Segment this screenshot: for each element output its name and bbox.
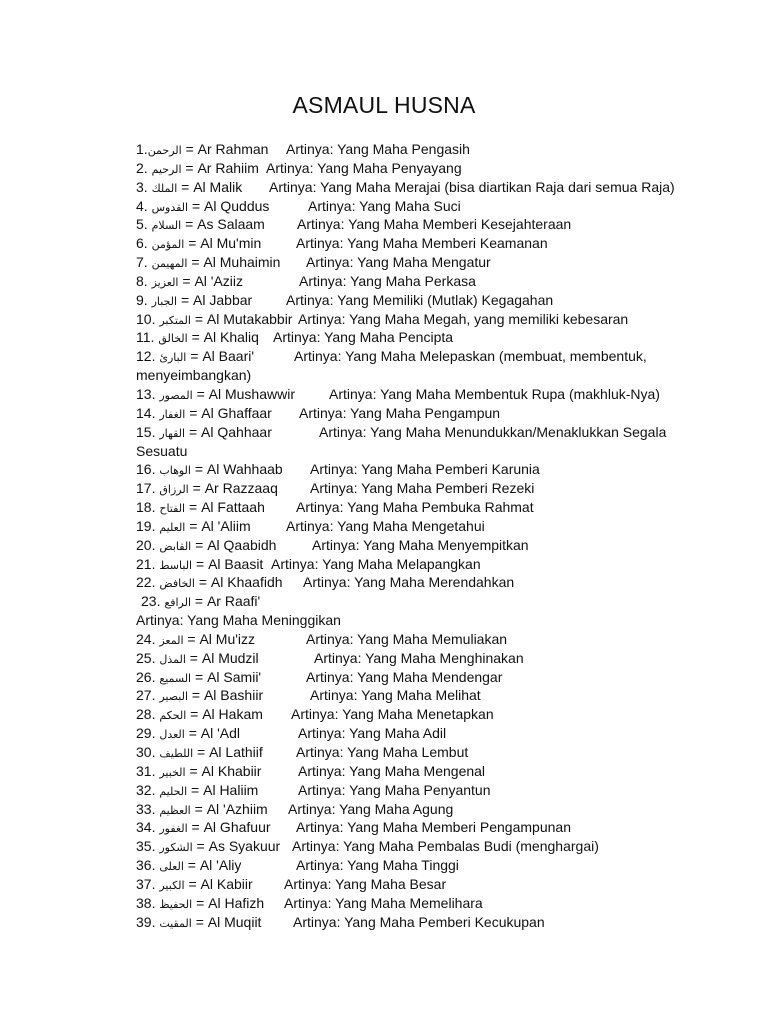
arabic-name: العلى (159, 861, 184, 874)
entry-lead (136, 724, 240, 745)
name-entry (136, 762, 736, 781)
document-title: ASMAUL HUSNA (292, 92, 476, 118)
arabic-name: الباسط (159, 559, 193, 572)
latin-name: = Al Jabbar (180, 291, 253, 308)
entry-line (136, 423, 736, 442)
entry-line (136, 215, 736, 234)
arabic-name: الخافض (159, 578, 195, 591)
arabic-name: الكبير (159, 879, 185, 892)
name-entry (136, 272, 736, 291)
latin-name: = Ar Rahman (185, 141, 269, 157)
name-entry (136, 178, 736, 197)
entry-lead (136, 178, 242, 199)
name-entry (136, 592, 736, 630)
entry-number: 26. (136, 668, 160, 685)
name-entry (136, 800, 736, 819)
name-entry (136, 649, 736, 668)
entry-line (136, 875, 736, 894)
name-entry (136, 479, 736, 498)
entry-line (136, 272, 736, 291)
entry-lead (136, 837, 280, 858)
arabic-name: المذل (159, 653, 186, 666)
entry-line (136, 178, 736, 197)
entry-meaning: Artinya: Yang Maha Memberi Pengampunan (296, 819, 571, 836)
entry-meaning: Artinya: Yang Maha Melapangkan (271, 555, 481, 572)
arabic-name: المؤمن (151, 239, 185, 252)
entry-number: 5. (136, 216, 152, 233)
entry-line (136, 686, 736, 705)
name-entry (136, 705, 736, 724)
entry-meaning: Artinya: Yang Maha Mendengar (306, 668, 503, 685)
entry-line (136, 837, 736, 856)
name-entry (136, 385, 736, 404)
entry-line (136, 818, 736, 837)
latin-name: = Al Mu'min (188, 235, 262, 252)
entry-lead (136, 686, 263, 707)
name-entry (136, 630, 736, 649)
entry-number: 29. (136, 725, 160, 742)
name-entry (136, 724, 736, 743)
arabic-name: الحكم (159, 710, 187, 723)
name-entry (136, 140, 736, 159)
latin-name: = Al Bashiir (191, 687, 264, 704)
entry-meaning: Artinya: Yang Maha Merendahkan (303, 574, 515, 591)
name-entry (136, 234, 736, 253)
entry-lead (136, 818, 271, 839)
entry-line (136, 724, 736, 743)
entry-line (136, 536, 736, 555)
entry-number: 2. (136, 159, 152, 176)
entry-number: 35. (136, 838, 160, 855)
arabic-name: البارئ (159, 352, 187, 365)
entry-meaning: Artinya: Yang Maha Mengenal (298, 762, 486, 779)
arabic-name: الفتاح (159, 503, 186, 516)
entry-meaning: Artinya: Yang Maha Menghinakan (314, 649, 524, 666)
entry-number: 18. (136, 499, 160, 516)
entry-line (136, 328, 736, 347)
entry-line (136, 894, 736, 913)
latin-name: = Al 'Aziiz (182, 272, 244, 289)
entry-line (136, 668, 736, 687)
arabic-name: العظيم (159, 804, 191, 817)
entry-meaning: Artinya: Yang Maha Tinggi (296, 857, 459, 874)
arabic-name: العزيز (151, 276, 179, 289)
entry-meaning: Artinya: Yang Maha Megah, yang memiliki kebesaran (298, 310, 629, 327)
arabic-name: المصور (159, 389, 193, 402)
entry-number: 36. (136, 857, 160, 874)
latin-name: = As Syakuur (196, 838, 281, 855)
latin-name: = Al Quddus (191, 197, 270, 214)
entry-lead (136, 800, 268, 821)
entry-lead (136, 668, 261, 689)
entry-number: 24. (136, 630, 160, 647)
entry-meaning: Artinya: Yang Maha Penyantun (298, 781, 491, 798)
entry-number: 16. (136, 461, 160, 478)
name-entry (136, 894, 736, 913)
latin-name: = Al Kabiir (188, 875, 253, 892)
entry-lead (136, 913, 261, 934)
arabic-name: القابض (159, 540, 192, 553)
arabic-name: الرحمن (147, 145, 182, 157)
entry-meaning: Artinya: Yang Maha Menetapkan (291, 706, 494, 723)
name-entry (136, 856, 736, 875)
entry-meaning: Artinya: Yang Maha Membentuk Rupa (makhluk-Nya) (329, 385, 660, 402)
latin-name: = Ar Razzaaq (192, 480, 278, 497)
name-entry (136, 423, 736, 461)
entry-meaning: Artinya: Yang Maha Pemberi Karunia (310, 461, 540, 478)
entry-lead (136, 743, 263, 764)
arabic-name: المعز (159, 634, 184, 647)
entry-lead (136, 536, 276, 557)
entry-lead (136, 215, 265, 236)
entry-number: 17. (136, 480, 160, 497)
entry-lead (136, 140, 268, 161)
arabic-name: المهيمن (151, 258, 188, 271)
entry-lead (136, 781, 258, 802)
name-entry (136, 517, 736, 536)
entry-number: 7. (136, 254, 152, 271)
name-entry (136, 913, 736, 932)
entry-number: 9. (136, 291, 152, 308)
entry-number: 19. (136, 517, 160, 534)
entry-meaning: Artinya: Yang Maha Memelihara (284, 894, 483, 911)
entry-number: 39. (136, 913, 160, 930)
entry-line (136, 781, 736, 800)
arabic-name: القدوس (151, 201, 189, 214)
entry-line (136, 291, 736, 310)
latin-name: = Al Lathiif (197, 744, 263, 760)
name-entry (136, 743, 736, 762)
entry-number: 33. (136, 800, 160, 817)
entry-lead (136, 705, 263, 726)
arabic-name: السلام (151, 220, 182, 233)
latin-name: = Al Wahhaab (194, 461, 283, 478)
entry-number: 11. (136, 329, 159, 346)
name-entry (136, 668, 736, 687)
latin-name: = Al Khabiir (189, 762, 262, 779)
arabic-name: الرزاق (159, 484, 189, 497)
entry-number: 8. (136, 272, 152, 289)
entry-number: 21. (136, 555, 160, 572)
arabic-name: الجبار (151, 295, 178, 308)
name-entry (136, 555, 736, 574)
latin-name: = Al Samii' (195, 668, 262, 685)
entry-meaning: Artinya: Yang Maha Pembuka Rahmat (296, 499, 534, 516)
arabic-name: العدل (159, 729, 185, 742)
latin-name: = Al Ghafuur (191, 819, 271, 836)
entry-number: 25. (136, 649, 160, 666)
entry-line (136, 573, 736, 592)
latin-name: = Al Mu'izz (187, 630, 256, 647)
entry-lead (136, 253, 280, 274)
entry-number: 13. (136, 385, 160, 402)
entry-number: 37. (136, 875, 160, 892)
name-entry (136, 781, 736, 800)
arabic-name: الرحيم (151, 163, 182, 176)
entry-meaning: Artinya: Yang Maha Mengatur (306, 254, 491, 271)
entry-line (136, 555, 736, 574)
entry-meaning-continuation: menyeimbangkan) (136, 367, 252, 384)
entry-lead (136, 404, 272, 425)
entry-lead (136, 310, 292, 331)
latin-name: = Al Hakam (190, 706, 263, 723)
entry-lead (136, 630, 255, 651)
name-entry (136, 875, 736, 894)
latin-name: = Al Baasit (196, 555, 264, 572)
entry-line (136, 159, 736, 178)
entry-lead (136, 498, 265, 519)
entry-lead (136, 555, 263, 576)
entry-meaning: Artinya: Yang Maha Perkasa (299, 272, 476, 289)
entry-line (136, 385, 736, 404)
entry-meaning: Artinya: Yang Maha Agung (288, 800, 454, 817)
entry-line (136, 630, 736, 649)
entry-meaning-continuation: Artinya: Yang Maha Meninggikan (136, 612, 341, 629)
asmaul-husna-list (136, 140, 736, 931)
entry-meaning: Artinya: Yang Maha Pemberi Kecukupan (293, 913, 545, 930)
name-entry (136, 818, 736, 837)
latin-name: = Al Ghaffaar (189, 404, 272, 421)
latin-name: = Al Qaabidh (195, 536, 277, 553)
entry-meaning: Artinya: Yang Maha Memberi Keamanan (296, 235, 548, 252)
entry-meaning: Artinya: Yang Maha Penyayang (266, 159, 462, 176)
entry-meaning: Artinya: Yang Maha Adil (298, 725, 447, 742)
entry-line (136, 913, 736, 932)
entry-lead (136, 347, 254, 368)
latin-name: = Al Mushawwir (196, 385, 295, 402)
entry-meaning: Artinya: Yang Maha Mengetahui (286, 517, 485, 534)
entry-number: 14. (136, 404, 160, 421)
entry-line (136, 856, 736, 875)
entry-meaning: Artinya: Yang Maha Pengampun (299, 404, 501, 421)
entry-lead (136, 460, 283, 481)
entry-meaning: Artinya: Yang Memiliki (Mutlak) Kegagahan (286, 291, 554, 308)
entry-line (136, 347, 736, 366)
entry-number: 28. (136, 706, 160, 723)
arabic-name: الحليم (159, 785, 188, 798)
arabic-name: السميع (159, 672, 192, 685)
entry-line (136, 234, 736, 253)
name-entry (136, 291, 736, 310)
entry-lead (136, 328, 259, 349)
arabic-name: اللطيف (159, 748, 194, 760)
entry-meaning: Artinya: Yang Maha Lembut (296, 744, 469, 760)
entry-number: 1. (136, 141, 148, 157)
latin-name: = Al Qahhaar (188, 423, 272, 440)
name-entry (136, 573, 736, 592)
entry-line (136, 404, 736, 423)
name-entry (136, 460, 736, 479)
entry-line (136, 140, 736, 159)
arabic-name: البصير (159, 691, 189, 704)
arabic-name: المقيت (159, 917, 192, 930)
entry-lead (136, 762, 261, 783)
entry-meaning: Artinya: Yang Maha Besar (284, 875, 447, 892)
arabic-name: الملك (151, 182, 178, 195)
entry-number: 38. (136, 894, 160, 911)
latin-name: = Al Mutakabbir (194, 310, 293, 327)
name-entry (136, 215, 736, 234)
latin-name: = Al Muhaimin (191, 254, 281, 271)
latin-name: = Al Hafizh (196, 894, 265, 911)
entry-meaning: Artinya: Yang Maha Suci (308, 197, 461, 214)
latin-name: = Al Mudzil (189, 649, 259, 666)
latin-name: = Al Malik (181, 178, 243, 195)
entry-lead (136, 856, 241, 877)
name-entry (136, 159, 736, 178)
name-entry (136, 310, 736, 329)
arabic-name: الحفيظ (159, 898, 193, 911)
name-entry (136, 197, 736, 216)
arabic-name: الغفار (159, 408, 186, 421)
latin-name: = Ar Raafi' (194, 593, 261, 610)
arabic-name: الخبير (159, 766, 186, 779)
latin-name: = Al Khaafidh (198, 574, 283, 591)
entry-meaning: Artinya: Yang Maha Melepaskan (membuat, membentuk, (294, 348, 647, 365)
entry-lead (136, 272, 243, 293)
name-entry (136, 536, 736, 555)
entry-number: 22. (136, 574, 160, 591)
latin-name: = Al Haliim (191, 781, 259, 798)
entry-line (136, 762, 736, 781)
entry-meaning: Artinya: Yang Maha Pembalas Budi (menghargai) (292, 838, 599, 855)
entry-lead (136, 875, 253, 896)
entry-meaning: Artinya: Yang Maha Menyempitkan (312, 536, 529, 553)
name-entry (136, 498, 736, 517)
entry-meaning: Artinya: Yang Maha Pemberi Rezeki (310, 480, 535, 497)
entry-lead (136, 649, 259, 670)
entry-meaning: Artinya: Yang Maha Memuliakan (306, 630, 508, 647)
latin-name: = Al 'Adl (188, 725, 241, 742)
entry-line (136, 479, 736, 498)
entry-number: 12. (136, 348, 160, 365)
name-entry (136, 328, 736, 347)
arabic-name: الغفور (159, 823, 188, 836)
entry-number: 3. (136, 178, 152, 195)
entry-lead (136, 291, 252, 312)
arabic-name: الوهاب (159, 465, 191, 478)
entry-number: 6. (136, 235, 152, 252)
entry-meaning-continuation: Sesuatu (136, 442, 188, 459)
entry-number: 27. (136, 687, 160, 704)
name-entry (136, 253, 736, 272)
entry-line (136, 743, 736, 762)
entry-number: 31. (136, 762, 160, 779)
entry-line (136, 592, 736, 611)
entry-lead (136, 894, 264, 915)
latin-name: = Al 'Azhiim (194, 800, 268, 817)
latin-name: = Al 'Aliim (189, 517, 251, 534)
entry-lead (136, 385, 295, 406)
entry-lead (141, 592, 260, 613)
entry-meaning: Artinya: Yang Maha Melihat (310, 687, 481, 704)
entry-lead (136, 479, 278, 500)
entry-number: 34. (136, 819, 160, 836)
latin-name: = Ar Rahiim (185, 159, 259, 176)
name-entry (136, 686, 736, 705)
entry-number: 30. (136, 744, 160, 760)
arabic-name: الشكور (159, 842, 193, 855)
entry-line (136, 649, 736, 668)
name-entry (136, 404, 736, 423)
entry-number: 4. (136, 197, 152, 214)
arabic-name: الرافع (164, 597, 192, 610)
entry-line (136, 498, 736, 517)
entry-lead (136, 573, 283, 594)
arabic-name: القهار (159, 427, 186, 440)
entry-lead (136, 234, 261, 255)
entry-lead (136, 517, 251, 538)
name-entry (136, 837, 736, 856)
entry-number: 15. (136, 423, 160, 440)
entry-line (136, 460, 736, 479)
latin-name: = Al 'Aliy (187, 857, 242, 874)
arabic-name: المتكبر (159, 314, 191, 327)
entry-lead (136, 197, 269, 218)
entry-meaning: Artinya: Yang Maha Merajai (bisa diartikan Raja dari semua Raja) (269, 178, 675, 195)
entry-meaning: Artinya: Yang Maha Pengasih (286, 141, 470, 157)
latin-name: = Al Muqiit (195, 913, 262, 930)
entry-meaning: Artinya: Yang Maha Pencipta (273, 329, 454, 346)
entry-number: 10. (136, 310, 160, 327)
entry-line (136, 517, 736, 536)
arabic-name: الخالق (158, 333, 188, 346)
entry-line (136, 705, 736, 724)
arabic-name: العليم (159, 521, 186, 534)
entry-number: 23. (141, 593, 165, 610)
name-entry (136, 347, 736, 385)
latin-name: = Al Khaliq (191, 329, 259, 346)
entry-lead (136, 159, 259, 180)
latin-name: = As Salaam (185, 216, 265, 233)
latin-name: = Al Fattaah (189, 499, 265, 516)
entry-number: 32. (136, 781, 160, 798)
entry-line (136, 197, 736, 216)
entry-lead (136, 423, 272, 444)
entry-meaning: Artinya: Yang Maha Memberi Kesejahteraan (297, 216, 572, 233)
entry-line (136, 800, 736, 819)
entry-meaning: Artinya: Yang Maha Menundukkan/Menaklukkan Segala (319, 423, 667, 440)
entry-line (136, 310, 736, 329)
entry-number: 20. (136, 536, 160, 553)
latin-name: = Al Baari' (190, 348, 255, 365)
entry-line (136, 253, 736, 272)
